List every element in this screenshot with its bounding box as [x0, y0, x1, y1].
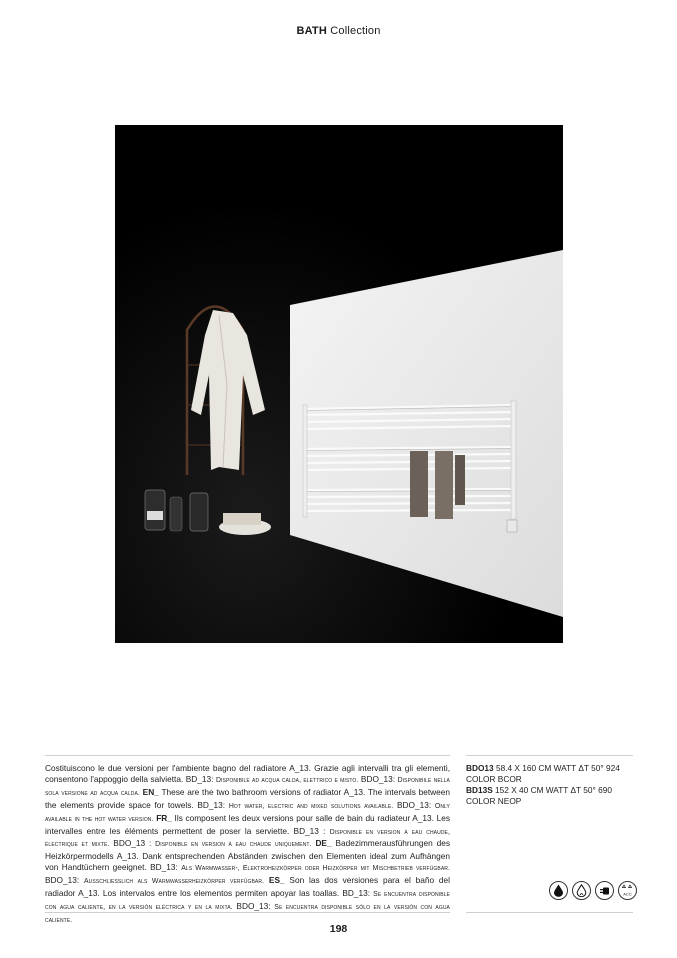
header-title: Collection — [330, 25, 381, 37]
de-bdo: Ausschliesslich als Warmwasserheizkörper verfügbar. — [83, 878, 265, 886]
hot-water-icon — [572, 881, 591, 900]
en-bdo: Only available in the hot water version. — [45, 802, 450, 823]
water-drop-icon — [549, 881, 568, 900]
spec-row-bd13s — [466, 785, 641, 796]
it-intro: Costituiscono le due versioni per l'ambiente bagno del radiatore A_13. Grazie agli intervalli tra gli elementi, consentono l'appoggio della salvietta. BD_13: — [45, 763, 450, 784]
spec-color: COLOR BCOR — [466, 773, 522, 784]
fr-label: FR_ — [153, 812, 172, 823]
es-bdo: Se encuentra disponible sólo en la versión con agua caliente. — [45, 903, 450, 924]
de-bdo-label: BDO_13: — [45, 875, 84, 886]
divider-bottom-right — [466, 912, 633, 913]
spec-code: BD13S — [466, 784, 493, 795]
it-bd: Disponibile ad acqua calda, elettrico e misto. — [215, 776, 359, 784]
page-header — [0, 25, 677, 37]
spec-code: BDO13 — [466, 763, 494, 773]
spec-color: COLOR NEOP — [466, 795, 522, 806]
fr-bd: Disponible en version à eau chaude, électrique et mixte. — [45, 828, 450, 849]
divider-right — [466, 755, 633, 756]
product-photo — [115, 125, 563, 643]
es-bdo-label: BDO_13: — [232, 900, 275, 911]
it-bdo-label: BDO_13: — [358, 773, 398, 784]
divider-left — [45, 755, 450, 756]
electric-plug-icon — [595, 881, 614, 900]
spec-dimensions: 152 X 40 CM WATT ΔT 50° 690 — [492, 784, 612, 795]
en-bd: Hot water, electric and mixed solutions available. — [228, 802, 394, 810]
de-intro: Badezimmerausführungen des Heizkörpermodells A_13. Dank entsprechenden Abständen zwischen den Elementen ideal zum Aufhängen von Handtüchern geeignet. BD_13: — [45, 838, 450, 873]
es-intro: Son las dos versiones para el baño del radiador A_13. Los intervalos entre los elementos permiten apoyar las toallas. BD_13: — [45, 875, 451, 899]
page-number: 198 — [329, 923, 348, 935]
spec-row-bdo13 — [466, 763, 641, 774]
de-label: DE_ — [311, 838, 332, 849]
header-brand: BATH — [296, 25, 327, 37]
it-bdo: Disponibile nella sola versione ad acqua calda. — [45, 776, 450, 797]
en-intro: These are the two bathroom versions of radiator A_13. The intervals between the elements provide space for towels. BD_13: — [45, 786, 451, 810]
product-specs — [466, 763, 641, 807]
en-bdo-label: BDO_13: — [393, 799, 435, 810]
fr-intro: Ils composent les deux versions pour salle de bain du radiateur A_13. Les intervalles entre les éléments permettent de poser la serviette. BD_13 : — [45, 812, 450, 836]
de-bd: Als Warmwasser-, Elektroheizkörper oder Heizkörper mit Mischbetrieb verfügbar. — [181, 865, 450, 873]
es-label: ES_ — [264, 875, 285, 886]
fr-bdo-label: BDO_13 : — [109, 838, 156, 849]
description-text — [45, 763, 450, 927]
mixed-acc-icon — [618, 881, 637, 900]
en-label: EN_ — [139, 786, 159, 797]
feature-icons — [549, 881, 639, 903]
fr-bdo: Disponible en version à eau chaude uniquement. — [155, 841, 312, 849]
es-bd: Se encuentra disponible con agua caliente, en la versión eléctrica y en la mixta. — [45, 891, 450, 911]
acc-label: ACC — [623, 891, 632, 897]
spec-dimensions: 58.4 X 160 CM WATT ΔT 50° 924 — [493, 763, 620, 773]
